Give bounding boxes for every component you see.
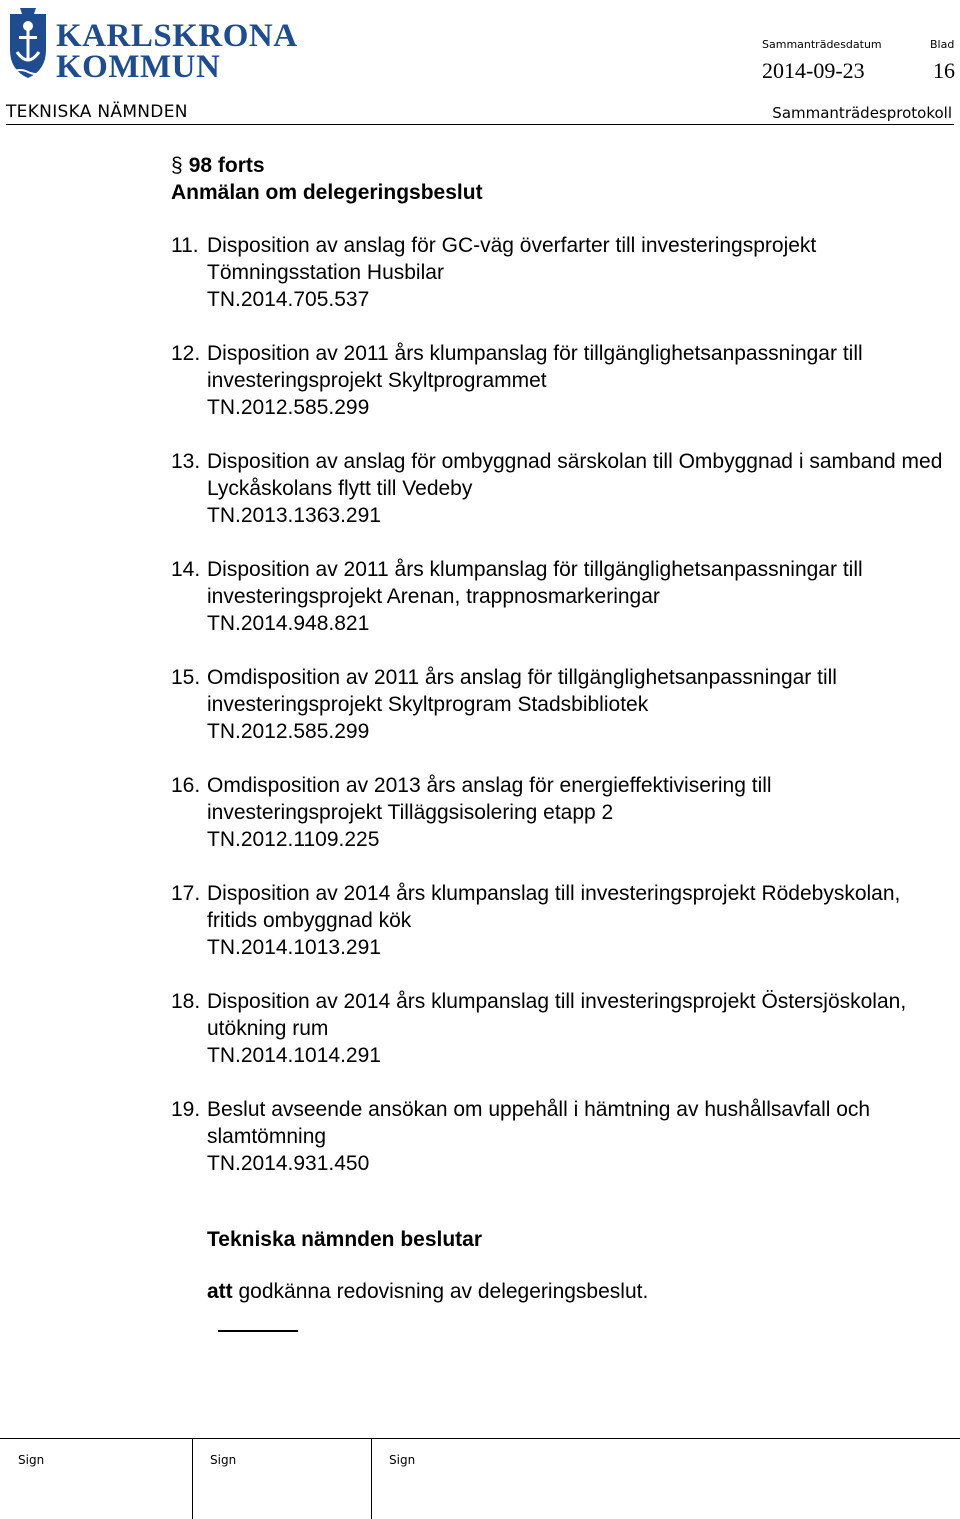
document-header xyxy=(0,0,960,126)
signature-row xyxy=(0,1438,960,1519)
item-text: Disposition av 2014 års klumpanslag till investeringsprojekt Östersjöskolan, utökning rum xyxy=(207,990,907,1040)
meeting-date-label: Sammanträdesdatum xyxy=(762,38,882,51)
decision-body: godkänna redovisning av delegeringsbeslut. xyxy=(232,1280,649,1303)
item-number: 14. xyxy=(171,558,201,581)
item-number: 17. xyxy=(171,882,201,905)
item-reference: TN.2014.948.821 xyxy=(207,612,370,635)
section-number: 98 forts xyxy=(188,154,265,177)
item-reference: TN.2014.1014.291 xyxy=(207,1044,381,1067)
list-item xyxy=(171,556,951,637)
paragraph-sign: § xyxy=(171,154,183,177)
page-label: Blad xyxy=(930,38,955,51)
item-reference: TN.2012.585.299 xyxy=(207,720,370,743)
header-divider xyxy=(6,124,954,125)
item-text: Disposition av anslag för ombyggnad särskolan till Ombyggnad i samband med Lyckåskolans flytt till Vedeby xyxy=(207,450,943,500)
item-number: 19. xyxy=(171,1098,201,1121)
board-name: TEKNISKA NÄMNDEN xyxy=(6,102,188,122)
item-reference: TN.2012.585.299 xyxy=(207,396,370,419)
item-number: 13. xyxy=(171,450,201,473)
karlskrona-coat-of-arms-icon xyxy=(6,6,50,80)
item-number: 16. xyxy=(171,774,201,797)
section-number-line xyxy=(171,152,483,179)
item-number: 12. xyxy=(171,342,201,365)
list-item xyxy=(171,988,951,1069)
list-item xyxy=(171,232,951,313)
item-number: 11. xyxy=(171,234,199,257)
end-rule xyxy=(218,1330,298,1332)
meeting-date: 2014-09-23 xyxy=(762,58,865,83)
item-text: Disposition av 2011 års klumpanslag för tillgänglighetsanpassningar till investeringsprojekt Arenan, trappnosmarkeringar xyxy=(207,558,863,608)
signature-box xyxy=(371,1439,957,1519)
list-item xyxy=(171,340,951,421)
logo-text-line1: KARLSKRONA xyxy=(56,18,298,54)
item-text: Omdisposition av 2011 års anslag för tillgänglighetsanpassningar till investeringsprojekt Skyltprogram Stadsbibliotek xyxy=(207,666,837,716)
decision-text xyxy=(207,1280,648,1304)
decision-heading: Tekniska nämnden beslutar xyxy=(207,1228,483,1251)
karlskrona-kommun-logo xyxy=(6,6,298,85)
delegation-list xyxy=(171,232,951,1204)
item-reference: TN.2013.1363.291 xyxy=(207,504,381,527)
signature-box xyxy=(192,1439,372,1519)
item-number: 15. xyxy=(171,666,201,689)
item-text: Omdisposition av 2013 års anslag för energieffektivisering till investeringsprojekt Tilläggsisolering etapp 2 xyxy=(207,774,772,824)
item-reference: TN.2014.705.537 xyxy=(207,288,370,311)
list-item xyxy=(171,448,951,529)
logo-text-line2: KOMMUN xyxy=(56,49,221,85)
decision-att: att xyxy=(207,1280,233,1303)
signature-box xyxy=(0,1439,193,1519)
signature-label: Sign xyxy=(389,1453,416,1467)
item-text: Disposition av anslag för GC-väg överfarter till investeringsprojekt Tömningsstation Husbilar xyxy=(207,234,817,284)
section-title: Anmälan om delegeringsbeslut xyxy=(171,181,483,204)
list-item xyxy=(171,880,951,961)
list-item xyxy=(171,664,951,745)
item-text: Beslut avseende ansökan om uppehåll i hämtning av hushållsavfall och slamtömning xyxy=(207,1098,871,1148)
list-item xyxy=(171,1096,951,1177)
item-reference: TN.2012.1109.225 xyxy=(207,828,380,851)
signature-label: Sign xyxy=(210,1453,237,1467)
signature-label: Sign xyxy=(18,1453,45,1467)
item-number: 18. xyxy=(171,990,201,1013)
item-reference: TN.2014.931.450 xyxy=(207,1152,370,1175)
section-heading xyxy=(171,152,483,206)
list-item xyxy=(171,772,951,853)
protocol-label: Sammanträdesprotokoll xyxy=(772,104,952,122)
page-number: 16 xyxy=(933,58,955,83)
item-text: Disposition av 2011 års klumpanslag för tillgänglighetsanpassningar till investeringsprojekt Skyltprogrammet xyxy=(207,342,863,392)
item-reference: TN.2014.1013.291 xyxy=(207,936,381,959)
item-text: Disposition av 2014 års klumpanslag till investeringsprojekt Rödebyskolan, fritids ombyggnad kök xyxy=(207,882,901,932)
